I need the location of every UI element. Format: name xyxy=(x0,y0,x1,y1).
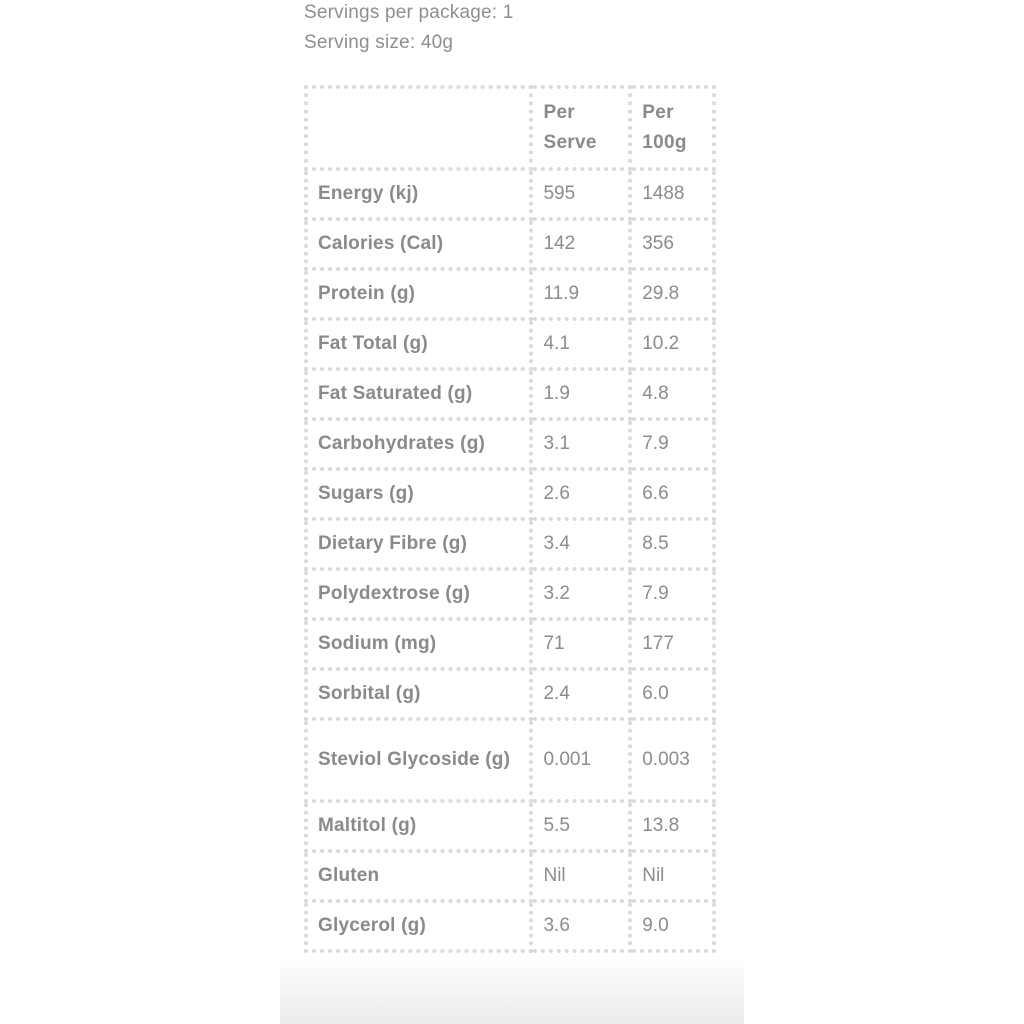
nutrient-label: Energy (kj) xyxy=(306,169,531,219)
per-100g-value: 29.8 xyxy=(630,269,714,319)
nutrient-label: Sugars (g) xyxy=(306,469,531,519)
per-serve-value: 3.4 xyxy=(531,519,630,569)
table-row xyxy=(306,369,714,419)
per-100g-value: 1488 xyxy=(630,169,714,219)
table-row xyxy=(306,169,714,219)
table-row xyxy=(306,901,714,951)
per-serve-value: 0.001 xyxy=(531,719,630,801)
header-per-100g: Per 100g xyxy=(630,87,714,169)
per-100g-value: 0.003 xyxy=(630,719,714,801)
per-serve-value: 4.1 xyxy=(531,319,630,369)
nutrient-label: Calories (Cal) xyxy=(306,219,531,269)
table-row xyxy=(306,569,714,619)
per-100g-value: 177 xyxy=(630,619,714,669)
per-serve-value: 71 xyxy=(531,619,630,669)
per-serve-value: 11.9 xyxy=(531,269,630,319)
nutrient-label: Steviol Glycoside (g) xyxy=(306,719,531,801)
per-serve-value: 142 xyxy=(531,219,630,269)
per-100g-value: 7.9 xyxy=(630,419,714,469)
per-100g-value: 4.8 xyxy=(630,369,714,419)
table-row xyxy=(306,469,714,519)
per-serve-value: Nil xyxy=(531,851,630,901)
table-row xyxy=(306,219,714,269)
header-per-serve: Per Serve xyxy=(531,87,630,169)
per-serve-value: 5.5 xyxy=(531,801,630,851)
table-header-row xyxy=(306,87,714,169)
per-100g-value: 356 xyxy=(630,219,714,269)
nutrient-label: Maltitol (g) xyxy=(306,801,531,851)
table-row xyxy=(306,719,714,801)
per-serve-value: 3.6 xyxy=(531,901,630,951)
nutrient-label: Fat Total (g) xyxy=(306,319,531,369)
nutrient-label: Dietary Fibre (g) xyxy=(306,519,531,569)
per-100g-value: 6.6 xyxy=(630,469,714,519)
nutrient-label: Fat Saturated (g) xyxy=(306,369,531,419)
per-serve-value: 1.9 xyxy=(531,369,630,419)
nutrient-label: Sorbital (g) xyxy=(306,669,531,719)
nutrient-label: Gluten xyxy=(306,851,531,901)
nutrition-table xyxy=(304,85,716,953)
table-row xyxy=(306,851,714,901)
table-row xyxy=(306,801,714,851)
per-serve-value: 2.4 xyxy=(531,669,630,719)
table-row xyxy=(306,669,714,719)
per-100g-value: 9.0 xyxy=(630,901,714,951)
per-100g-value: 7.9 xyxy=(630,569,714,619)
per-serve-value: 595 xyxy=(531,169,630,219)
per-100g-value: 10.2 xyxy=(630,319,714,369)
per-100g-value: 8.5 xyxy=(630,519,714,569)
nutrition-panel xyxy=(280,0,744,1024)
nutrient-label: Protein (g) xyxy=(306,269,531,319)
per-serve-value: 3.2 xyxy=(531,569,630,619)
nutrient-label: Glycerol (g) xyxy=(306,901,531,951)
per-100g-value: Nil xyxy=(630,851,714,901)
nutrient-label: Polydextrose (g) xyxy=(306,569,531,619)
table-row xyxy=(306,319,714,369)
per-serve-value: 3.1 xyxy=(531,419,630,469)
nutrient-label: Sodium (mg) xyxy=(306,619,531,669)
table-row xyxy=(306,419,714,469)
serving-size: Serving size: 40g xyxy=(304,32,454,53)
table-row xyxy=(306,519,714,569)
table-row xyxy=(306,269,714,319)
per-100g-value: 13.8 xyxy=(630,801,714,851)
servings-per-package: Servings per package: 1 xyxy=(304,2,514,23)
nutrient-label: Carbohydrates (g) xyxy=(306,419,531,469)
header-empty xyxy=(306,87,531,169)
per-serve-value: 2.6 xyxy=(531,469,630,519)
per-100g-value: 6.0 xyxy=(630,669,714,719)
table-row xyxy=(306,619,714,669)
